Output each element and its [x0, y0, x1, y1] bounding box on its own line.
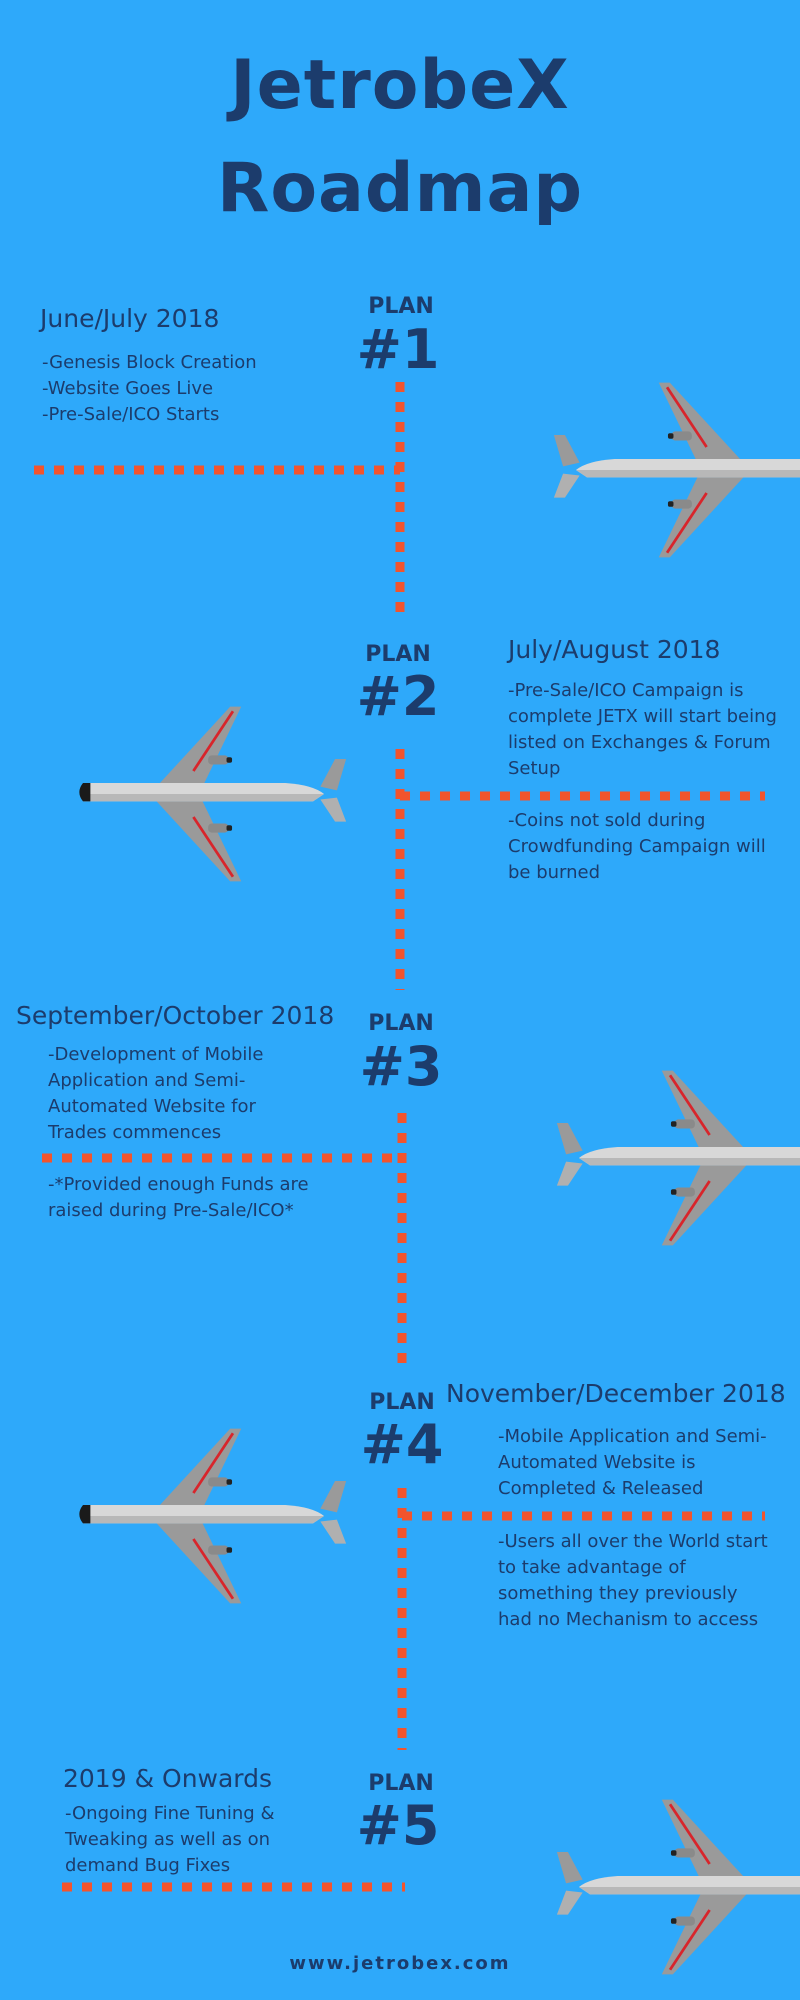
- plan-number: #1: [356, 318, 440, 381]
- plan-item: -Users all over the World start to take advantage of something they previously had no Mechanism to access: [498, 1531, 768, 1630]
- plan-label: PLAN: [369, 1390, 435, 1415]
- plan-item: -*Provided enough Funds are raised during Pre-Sale/ICO*: [48, 1174, 309, 1221]
- plan-number: #2: [356, 665, 440, 728]
- plan-label: PLAN: [368, 1011, 434, 1036]
- plan-label: PLAN: [368, 1771, 434, 1796]
- website-url: www.jetrobex.com: [289, 1953, 511, 1974]
- plan-date: November/December 2018: [446, 1379, 786, 1408]
- plan-item: -Coins not sold during Crowdfunding Campaign will be burned: [508, 810, 766, 883]
- airplane-icon-2: [79, 707, 346, 882]
- plan-item: -Pre-Sale/ICO Campaign is complete JETX will start being listed on Exchanges & Forum Setup: [508, 680, 777, 779]
- plan-number: #5: [356, 1794, 440, 1857]
- plan-item: -Ongoing Fine Tuning & Tweaking as well as on demand Bug Fixes: [65, 1803, 275, 1876]
- airplane-icon-3: [557, 1071, 800, 1246]
- airplane-icon-1: [554, 383, 800, 558]
- plan-date: July/August 2018: [508, 635, 721, 664]
- page-title-line-2: Roadmap: [216, 149, 584, 228]
- plan-item: -Mobile Application and Semi-Automated Website is Completed & Released: [498, 1426, 767, 1499]
- plan-number: #3: [359, 1035, 443, 1098]
- page-title-line-1: JetrobeX: [230, 46, 570, 125]
- plan-item: -Website Goes Live: [42, 378, 214, 399]
- plan-date: 2019 & Onwards: [63, 1764, 273, 1793]
- plan-label: PLAN: [368, 294, 434, 319]
- plan-label: PLAN: [365, 642, 431, 667]
- plan-number: #4: [360, 1413, 444, 1476]
- plan-item: -Pre-Sale/ICO Starts: [42, 404, 220, 425]
- plan-item: -Development of Mobile Application and Semi-Automated Website for Trades commences: [48, 1044, 264, 1143]
- plan-date: June/July 2018: [40, 304, 220, 333]
- plan-item: -Genesis Block Creation: [42, 352, 257, 373]
- airplane-icon-5: [557, 1800, 800, 1975]
- plan-date: September/October 2018: [16, 1001, 335, 1030]
- airplane-icon-4: [79, 1429, 346, 1604]
